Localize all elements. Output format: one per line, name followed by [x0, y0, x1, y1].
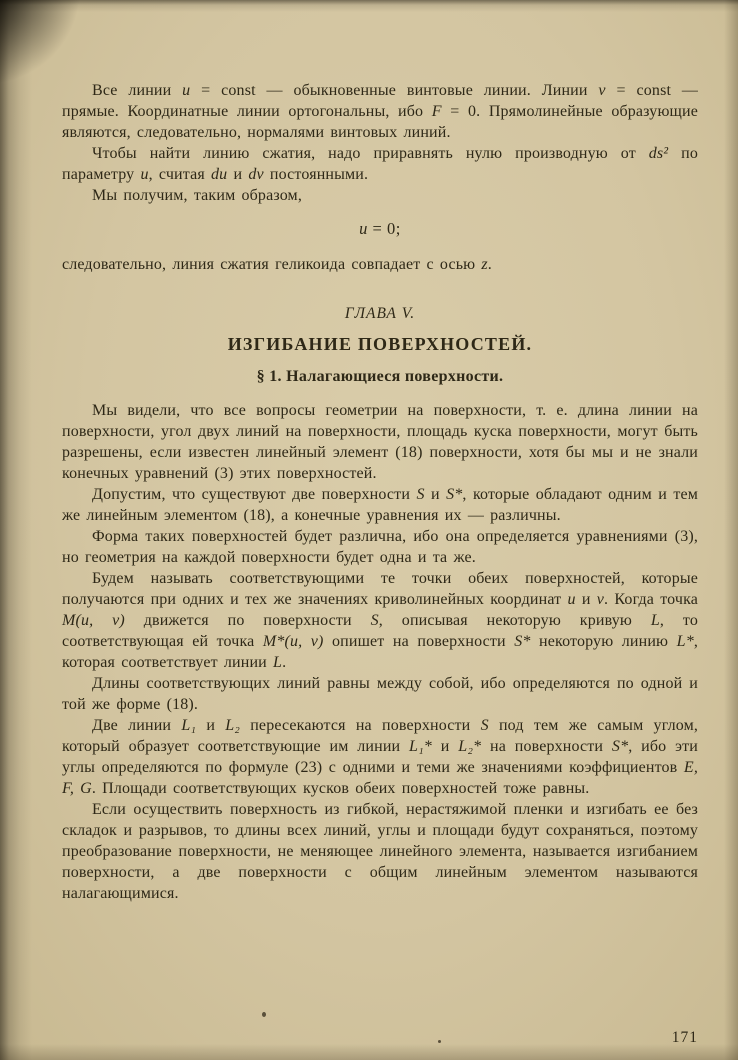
text-run: пересекаются на поверхности	[240, 717, 481, 734]
paragraph	[62, 568, 698, 673]
text-run: Мы получим, таким образом,	[92, 187, 302, 204]
paragraph	[62, 400, 698, 484]
chapter-heading: ГЛАВА V.	[344, 305, 416, 322]
math-variable: z	[481, 256, 488, 273]
paragraph	[62, 484, 698, 526]
math-variable: L₁	[181, 717, 197, 734]
text-run: под тем же самым углом, который образует соответствующие им линии	[62, 717, 699, 755]
text-run: Все линии	[92, 82, 183, 99]
text-run: Мы видели, что все вопросы геометрии на поверхности, т. е. длина линии на поверхности, угол двух линий на поверхности, площадь куска поверхности, могут быть разрешены, если известен линейный элемент (18) поверхности, хотя бы мы и не знали конечных уравнений (3) этих поверхностей.	[62, 402, 698, 482]
text-run: опишет на поверхности	[323, 633, 515, 650]
ink-speck	[438, 1040, 441, 1043]
math-variable: v	[596, 591, 605, 608]
text-run: , которая соответствует линии	[62, 633, 698, 671]
text-run: Если осуществить поверхность из гибкой, нерастяжимой пленки и изгибать ее без складок и разрывов, то длины всех линий, углы и площади будут сохраняться, поэтому преобразование поверхности, не меняющее линейного элемента, называется изгибанием поверхности, а две поверхности с общим линейным элементом называются налагающимися.	[62, 801, 698, 902]
text-run: по параметру	[62, 145, 698, 183]
text-run: . Площади соответствующих кусков обеих поверхностей тоже равны.	[91, 780, 590, 797]
text-run: Допустим, что существуют две поверхности	[92, 486, 417, 503]
text-run: , ибо эти углы определяются по формуле (23) с одними и теми же значениями коэффициентов	[62, 738, 698, 776]
paragraph	[62, 143, 698, 185]
text-run: = const — обыкновенные винтовые линии. Линии	[190, 82, 599, 99]
text-run: = const — прямые. Координатные линии ортогональны, ибо	[62, 82, 699, 120]
text-run: Форма таких поверхностей будет различна, ибо она определяется уравнениями (3), но геометрия на каждой поверхности будет одна и та же.	[62, 528, 698, 566]
page-number: 171	[671, 1029, 698, 1046]
text-run: постоянными.	[263, 166, 369, 183]
math-variable: u	[359, 219, 368, 238]
math-variable: u	[182, 82, 191, 99]
paragraph	[62, 526, 698, 568]
text-run: и	[575, 591, 597, 608]
paragraph	[62, 715, 698, 799]
math-variable: S	[416, 486, 425, 503]
math-variable: ds²	[648, 145, 669, 162]
math-variable: dv	[248, 166, 264, 183]
math-variable: S*	[611, 738, 629, 755]
paragraph	[62, 185, 698, 206]
text-column	[62, 80, 698, 904]
math-variable: L₂	[225, 717, 241, 734]
math-variable: L	[273, 654, 283, 671]
text-run: следовательно, линия сжатия геликоида совпадает с осью	[62, 256, 482, 273]
text-run: , которые обладают одним и тем же линейным элементом (18), а конечные уравнения их — различны.	[62, 486, 699, 524]
math-variable: E, F, G	[62, 759, 698, 797]
math-variable: L₁*	[409, 738, 432, 755]
formula	[62, 219, 698, 239]
text-run: , то соответствующая ей точка	[62, 612, 699, 650]
text-run: Две линии	[92, 717, 182, 734]
math-variable: M(u, v)	[62, 612, 125, 629]
paragraph	[62, 80, 698, 143]
paragraph	[62, 799, 698, 904]
text-run: и	[431, 738, 459, 755]
math-variable: S*	[514, 633, 531, 650]
text-run: и	[196, 717, 226, 734]
math-variable: L*	[676, 633, 694, 650]
math-variable: S*	[446, 486, 463, 503]
text-run: и	[227, 166, 249, 183]
text-run: .	[282, 654, 287, 671]
math-variable: F	[431, 103, 442, 120]
math-variable: M*(u, v)	[262, 633, 324, 650]
text-run: некоторую линию	[530, 633, 677, 650]
chapter-title: ИЗГИБАНИЕ ПОВЕРХНОСТЕЙ.	[227, 334, 533, 354]
text-run: Чтобы найти линию сжатия, надо приравнять нулю производную от	[92, 145, 649, 162]
text-run: Будем называть соответствующими те точки обеих поверхностей, которые получаются при одних и тех же значениях криволинейных координат	[62, 570, 698, 608]
text-run: . Когда точка	[604, 591, 699, 608]
math-variable: S	[480, 717, 489, 734]
section-heading: § 1. Налагающиеся поверхности.	[256, 368, 504, 385]
math-variable: L₂*	[458, 738, 482, 755]
text-run: = 0. Прямолинейные образующие являются, следовательно, нормалями винтовых линий.	[62, 103, 698, 141]
text-run: , считая	[148, 166, 212, 183]
math-variable: u	[567, 591, 576, 608]
paragraph	[62, 673, 698, 715]
paragraph	[62, 254, 698, 275]
math-variable: S	[370, 612, 379, 629]
math-variable: u	[140, 166, 149, 183]
math-variable: du	[211, 166, 228, 183]
text-run: Длины соответствующих линий равны между собой, ибо определяются по одной и той же форме (18).	[62, 675, 698, 713]
math-variable: v	[598, 82, 606, 99]
text-run: движется по поверхности	[124, 612, 371, 629]
text-run: = 0;	[367, 219, 401, 238]
text-run: .	[487, 256, 492, 273]
text-run: на поверхности	[481, 738, 612, 755]
text-run: и	[424, 486, 447, 503]
ink-speck	[262, 1012, 266, 1017]
math-variable: L	[650, 612, 660, 629]
text-run: , описывая некоторую кривую	[378, 612, 651, 629]
